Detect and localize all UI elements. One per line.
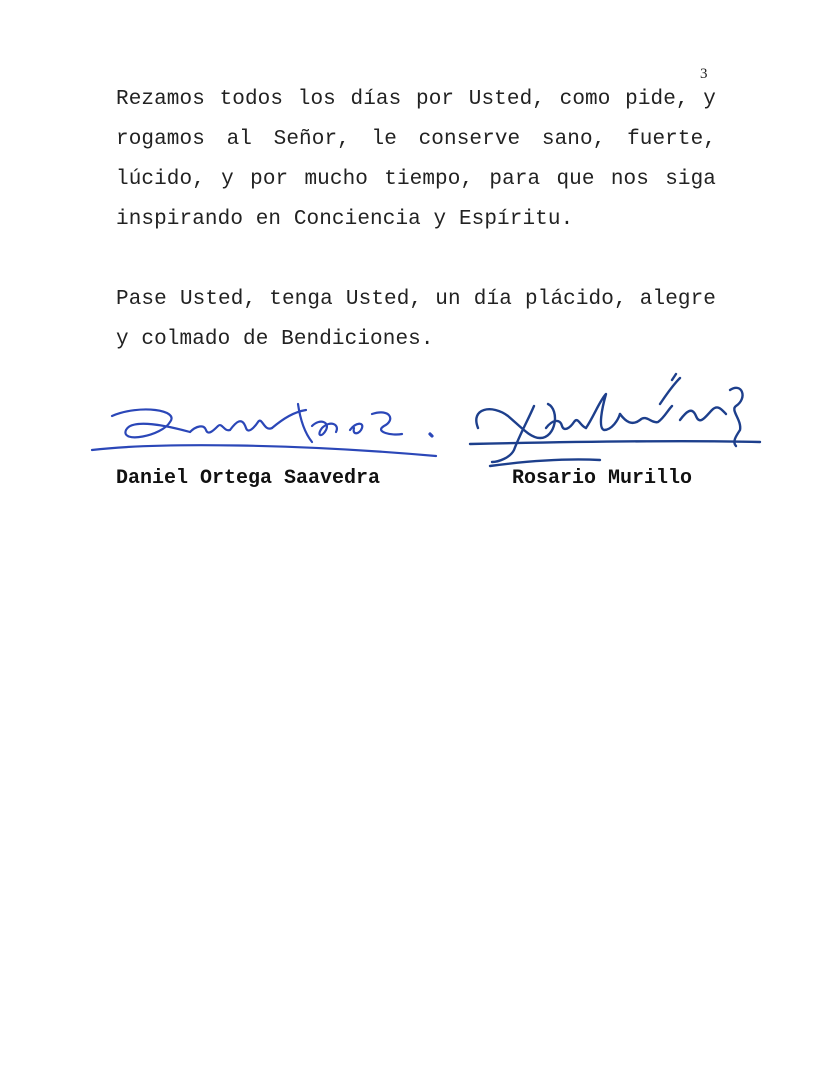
paragraph-blessing: Pase Usted, tenga Usted, un día plácido, alegre y colmado de Bendiciones. <box>116 288 716 351</box>
page-number: 3 <box>700 66 708 82</box>
paragraph-prayer: Rezamos todos los días por Usted, como pide, y rogamos al Señor, le conserve sano, fuerte, lúcido, y por mucho tiempo, para que nos siga inspirando en Conciencia y Espíritu. <box>116 88 716 231</box>
signature-block <box>0 370 825 500</box>
signature-daniel-ortega <box>92 404 436 456</box>
signature-rosario-murillo <box>470 374 760 466</box>
signer-name-daniel-ortega: Daniel Ortega Saavedra <box>116 467 381 490</box>
signer-name-rosario-murillo: Rosario Murillo <box>512 467 693 490</box>
